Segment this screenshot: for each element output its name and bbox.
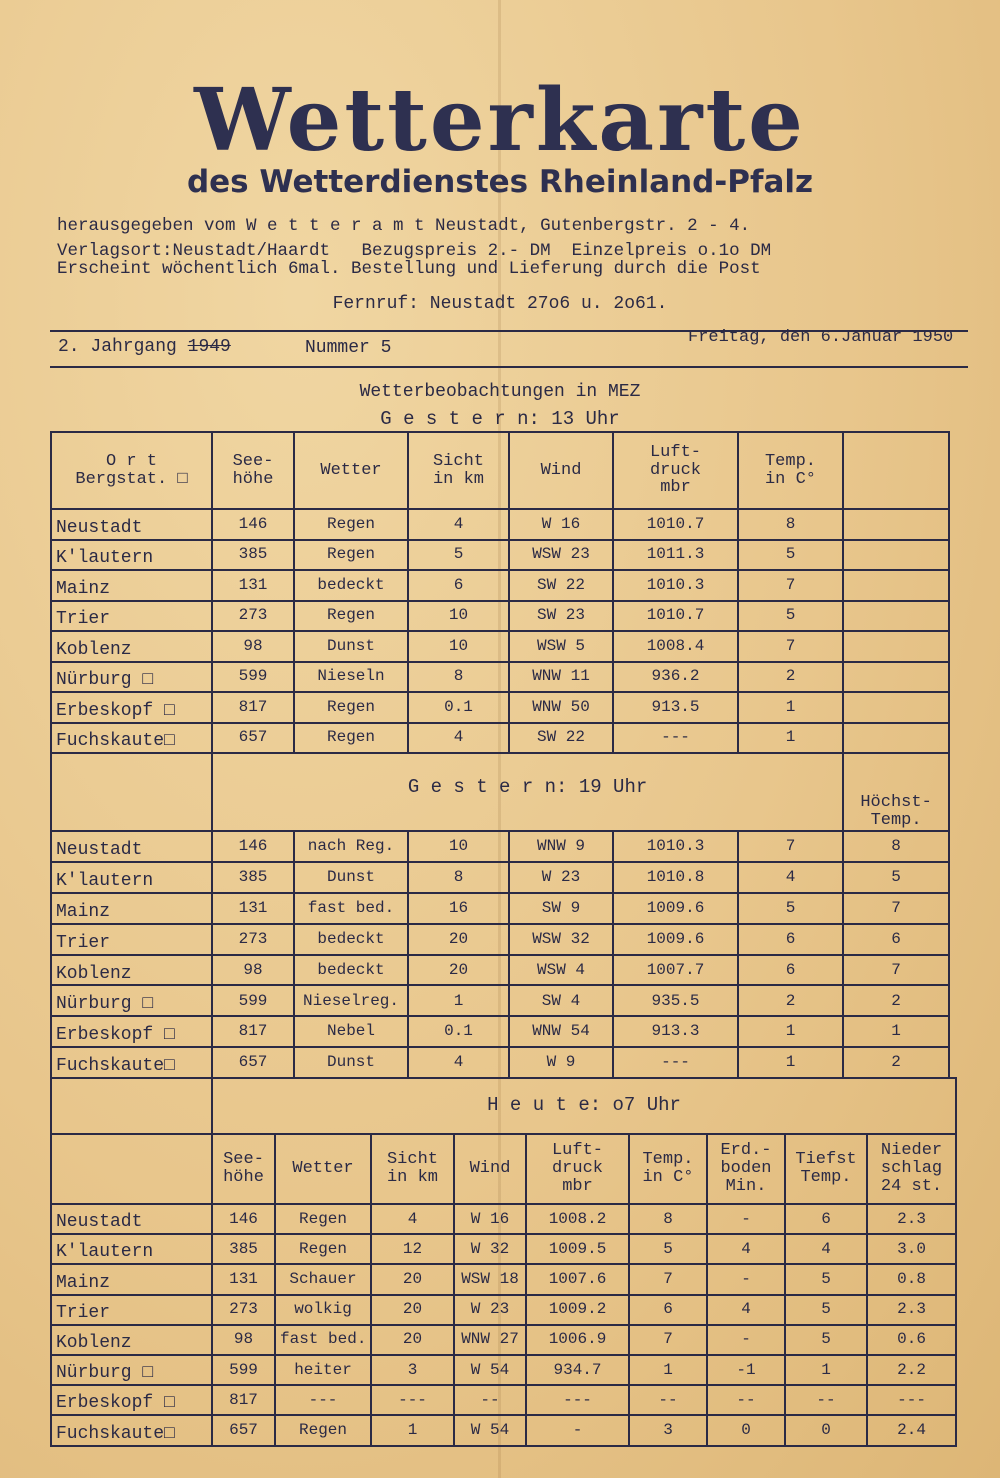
volume-label <box>58 337 231 357</box>
cell-wind: SW 9 <box>509 893 613 924</box>
cell-tiefst: 1 <box>785 1355 867 1385</box>
header-temp: Temp. in C° <box>738 432 843 509</box>
header-row <box>51 753 949 831</box>
cell-tiefst: 5 <box>785 1295 867 1325</box>
cell-wind: SW 22 <box>509 570 613 601</box>
cell-seehoehe: 146 <box>212 1204 275 1234</box>
cell-erdboden: 4 <box>707 1234 785 1264</box>
cell-sicht: 12 <box>371 1234 454 1264</box>
cell-ort: Fuchskaute□ <box>51 1047 212 1078</box>
cell-temp: 7 <box>738 631 843 662</box>
cell-temp: 6 <box>738 955 843 986</box>
cell-ort: Erbeskopf □ <box>51 1385 212 1415</box>
cell-luftdruck: 1008.2 <box>526 1204 629 1234</box>
cell-wind: WSW 18 <box>454 1264 526 1294</box>
cell-ort: Erbeskopf □ <box>51 1016 212 1047</box>
cell-ort: Mainz <box>51 1264 212 1294</box>
table-row <box>51 924 949 955</box>
cell-hoechst <box>843 631 949 662</box>
cell-wind: W 54 <box>454 1415 526 1445</box>
issue-number: Nummer 5 <box>305 338 392 358</box>
cell-ort: Neustadt <box>51 1204 212 1234</box>
cell-hoechst: 7 <box>843 955 949 986</box>
cell-wind: WSW 32 <box>509 924 613 955</box>
cell-sicht: 10 <box>408 831 509 862</box>
cell-wind: WNW 9 <box>509 831 613 862</box>
cell-luftdruck: 1008.4 <box>613 631 738 662</box>
cell-temp: 2 <box>738 662 843 693</box>
table-row <box>51 723 949 754</box>
cell-ort: Koblenz <box>51 955 212 986</box>
cell-wetter: fast bed. <box>275 1325 371 1355</box>
cell-temp: 6 <box>629 1295 707 1325</box>
cell-sicht: 8 <box>408 662 509 693</box>
cell-wind: W 16 <box>454 1204 526 1234</box>
cell-niederschlag: 0.6 <box>867 1325 956 1355</box>
cell-niederschlag: 2.2 <box>867 1355 956 1385</box>
cell-ort: Neustadt <box>51 509 212 540</box>
cell-ort: Koblenz <box>51 631 212 662</box>
cell-luftdruck: 1011.3 <box>613 540 738 571</box>
cell-temp: 5 <box>629 1234 707 1264</box>
cell-tiefst: 0 <box>785 1415 867 1445</box>
cell-wind: WNW 27 <box>454 1325 526 1355</box>
table-row <box>51 1415 956 1445</box>
header-seehoehe: See- höhe <box>212 432 294 509</box>
cell-wetter: bedeckt <box>294 570 408 601</box>
cell-wetter: Nieselreg. <box>294 985 408 1016</box>
cell-ort: Nürburg □ <box>51 1355 212 1385</box>
header-sicht: Sicht in km <box>408 432 509 509</box>
cell-wind: -- <box>454 1385 526 1415</box>
table-row <box>51 955 949 986</box>
cell-wind: WSW 4 <box>509 955 613 986</box>
cell-ort: Koblenz <box>51 1325 212 1355</box>
header-luftdruck: Luft- druck mbr <box>613 432 738 509</box>
cell-hoechst: 6 <box>843 924 949 955</box>
cell-niederschlag: 0.8 <box>867 1264 956 1294</box>
cell-luftdruck: 1006.9 <box>526 1325 629 1355</box>
cell-ort: Mainz <box>51 570 212 601</box>
cell-seehoehe: 599 <box>212 985 294 1016</box>
cell-wind: SW 23 <box>509 601 613 632</box>
cell-luftdruck: 936.2 <box>613 662 738 693</box>
cell-ort: Fuchskaute□ <box>51 723 212 754</box>
cell-erdboden: 4 <box>707 1295 785 1325</box>
cell-ort: Fuchskaute□ <box>51 1415 212 1445</box>
cell-temp: 5 <box>738 893 843 924</box>
cell-hoechst: 5 <box>843 862 949 893</box>
cell-sicht: 16 <box>408 893 509 924</box>
cell-hoechst: 2 <box>843 1047 949 1078</box>
table-row <box>51 1047 949 1078</box>
cell-temp: 1 <box>738 723 843 754</box>
cell-luftdruck: 1010.3 <box>613 831 738 862</box>
cell-wind: WNW 54 <box>509 1016 613 1047</box>
header-wind: Wind <box>509 432 613 509</box>
table-row <box>51 540 949 571</box>
cell-sicht: 0.1 <box>408 1016 509 1047</box>
cell-wetter: Nieseln <box>294 662 408 693</box>
cell-wetter: Nebel <box>294 1016 408 1047</box>
cell-seehoehe: 657 <box>212 1047 294 1078</box>
table-row <box>51 1016 949 1047</box>
delivery-line: Erscheint wöchentlich 6mal. Bestellung und Lieferung durch die Post <box>57 259 761 279</box>
cell-seehoehe: 146 <box>212 831 294 862</box>
header-sicht: Sicht in km <box>371 1134 454 1204</box>
cell-sicht: 20 <box>408 955 509 986</box>
table-row <box>51 862 949 893</box>
cell-seehoehe: 146 <box>212 509 294 540</box>
header-hoechst: Höchst- Temp. <box>843 753 949 831</box>
cell-luftdruck: 913.3 <box>613 1016 738 1047</box>
table-row <box>51 601 949 632</box>
table-row <box>51 1355 956 1385</box>
cell-sicht: 8 <box>408 862 509 893</box>
cell-tiefst: 5 <box>785 1264 867 1294</box>
table-row <box>51 570 949 601</box>
publisher-line: herausgegeben vom W e t t e r a m t Neustadt, Gutenbergstr. 2 - 4. <box>57 216 751 236</box>
cell-temp: 8 <box>629 1204 707 1234</box>
cell-tiefst: 4 <box>785 1234 867 1264</box>
table-row <box>51 1325 956 1355</box>
cell-wind: WNW 11 <box>509 662 613 693</box>
cell-wind: W 54 <box>454 1355 526 1385</box>
cell-luftdruck: --- <box>526 1385 629 1415</box>
cell-hoechst <box>843 723 949 754</box>
cell-seehoehe: 273 <box>212 1295 275 1325</box>
cell-sicht: --- <box>371 1385 454 1415</box>
cell-wind: W 23 <box>454 1295 526 1325</box>
cell-wind: SW 4 <box>509 985 613 1016</box>
table-row <box>51 1204 956 1234</box>
cell-temp: 5 <box>738 540 843 571</box>
cell-sicht: 6 <box>408 570 509 601</box>
cell-temp: 4 <box>738 862 843 893</box>
cell-wind: W 9 <box>509 1047 613 1078</box>
cell-erdboden: - <box>707 1325 785 1355</box>
cell-sicht: 4 <box>371 1204 454 1234</box>
cell-luftdruck: 1007.7 <box>613 955 738 986</box>
cell-luftdruck: 935.5 <box>613 985 738 1016</box>
cell-seehoehe: 98 <box>212 955 294 986</box>
header-temp: Temp. in C° <box>629 1134 707 1204</box>
header-erdboden: Erd.- boden Min. <box>707 1134 785 1204</box>
cell-temp: -- <box>629 1385 707 1415</box>
cell-niederschlag: 2.3 <box>867 1204 956 1234</box>
cell-wetter: wolkig <box>275 1295 371 1325</box>
cell-erdboden: -- <box>707 1385 785 1415</box>
header-empty <box>51 1078 212 1134</box>
issue-date: Freitag, den 6.Januar 1950 <box>688 328 954 347</box>
table-row <box>51 1264 956 1294</box>
table-row <box>51 631 949 662</box>
cell-sicht: 10 <box>408 601 509 632</box>
cell-sicht: 20 <box>408 924 509 955</box>
cell-wetter: bedeckt <box>294 955 408 986</box>
cell-wetter: Regen <box>294 692 408 723</box>
title-row <box>51 1078 956 1134</box>
heute-07-title: H e u t e: o7 Uhr <box>212 1078 956 1134</box>
cell-wetter: bedeckt <box>294 924 408 955</box>
cell-tiefst: 5 <box>785 1325 867 1355</box>
cell-seehoehe: 98 <box>212 631 294 662</box>
table-row <box>51 893 949 924</box>
cell-seehoehe: 385 <box>212 862 294 893</box>
cell-ort: K'lautern <box>51 1234 212 1264</box>
cell-hoechst <box>843 692 949 723</box>
cell-ort: Erbeskopf □ <box>51 692 212 723</box>
cell-sicht: 10 <box>408 631 509 662</box>
cell-wind: WSW 23 <box>509 540 613 571</box>
cell-temp: 1 <box>738 1016 843 1047</box>
cell-hoechst: 2 <box>843 985 949 1016</box>
volume-text: 2. Jahrgang <box>58 337 177 357</box>
cell-luftdruck: 1009.2 <box>526 1295 629 1325</box>
price-line: Verlagsort:Neustadt/Haardt Bezugspreis 2.- DM Einzelpreis o.1o DM <box>57 241 772 261</box>
header-wetter: Wetter <box>275 1134 371 1204</box>
cell-wind: WNW 50 <box>509 692 613 723</box>
cell-wetter: Regen <box>294 509 408 540</box>
cell-hoechst <box>843 601 949 632</box>
cell-seehoehe: 385 <box>212 540 294 571</box>
cell-temp: 5 <box>738 601 843 632</box>
cell-wind: W 32 <box>454 1234 526 1264</box>
cell-luftdruck: 1009.5 <box>526 1234 629 1264</box>
cell-ort: Mainz <box>51 893 212 924</box>
cell-wetter: Regen <box>275 1204 371 1234</box>
gestern-19-title: G e s t e r n: 19 Uhr <box>212 753 843 831</box>
cell-seehoehe: 131 <box>212 1264 275 1294</box>
cell-hoechst <box>843 662 949 693</box>
table-row <box>51 662 949 693</box>
cell-seehoehe: 657 <box>212 1415 275 1445</box>
cell-seehoehe: 273 <box>212 924 294 955</box>
cell-niederschlag: --- <box>867 1385 956 1415</box>
cell-sicht: 4 <box>408 723 509 754</box>
cell-seehoehe: 98 <box>212 1325 275 1355</box>
cell-sicht: 3 <box>371 1355 454 1385</box>
cell-erdboden: - <box>707 1264 785 1294</box>
cell-wetter: heiter <box>275 1355 371 1385</box>
cell-wetter: Dunst <box>294 1047 408 1078</box>
cell-wetter: Regen <box>294 601 408 632</box>
cell-ort: Neustadt <box>51 831 212 862</box>
cell-wetter: nach Reg. <box>294 831 408 862</box>
masthead-title: Wetterkarte <box>194 70 806 171</box>
phone-line: Fernruf: Neustadt 27o6 u. 2o61. <box>332 294 668 314</box>
cell-sicht: 20 <box>371 1295 454 1325</box>
cell-seehoehe: 817 <box>212 1385 275 1415</box>
cell-ort: K'lautern <box>51 862 212 893</box>
cell-hoechst: 8 <box>843 831 949 862</box>
cell-ort: Trier <box>51 924 212 955</box>
table-row <box>51 985 949 1016</box>
cell-luftdruck: 934.7 <box>526 1355 629 1385</box>
cell-luftdruck: 1010.7 <box>613 509 738 540</box>
cell-luftdruck: 1007.6 <box>526 1264 629 1294</box>
header-luftdruck: Luft- druck mbr <box>526 1134 629 1204</box>
cell-luftdruck: - <box>526 1415 629 1445</box>
header-ort <box>51 1134 212 1204</box>
cell-erdboden: -1 <box>707 1355 785 1385</box>
table-row <box>51 509 949 540</box>
cell-temp: 7 <box>629 1264 707 1294</box>
cell-wetter: Regen <box>275 1234 371 1264</box>
cell-ort: K'lautern <box>51 540 212 571</box>
cell-seehoehe: 131 <box>212 570 294 601</box>
cell-tiefst: 6 <box>785 1204 867 1234</box>
header-wind: Wind <box>454 1134 526 1204</box>
header-tiefst: Tiefst Temp. <box>785 1134 867 1204</box>
table-heute-07 <box>50 1077 957 1447</box>
cell-temp: 7 <box>629 1325 707 1355</box>
cell-temp: 7 <box>738 570 843 601</box>
cell-luftdruck: 1009.6 <box>613 924 738 955</box>
cell-hoechst: 7 <box>843 893 949 924</box>
cell-wetter: Dunst <box>294 862 408 893</box>
cell-wetter: Schauer <box>275 1264 371 1294</box>
gestern-13-title: G e s t e r n: 13 Uhr <box>380 408 620 430</box>
cell-seehoehe: 131 <box>212 893 294 924</box>
cell-hoechst <box>843 570 949 601</box>
cell-niederschlag: 2.4 <box>867 1415 956 1445</box>
header-wetter: Wetter <box>294 432 408 509</box>
cell-ort: Trier <box>51 601 212 632</box>
cell-luftdruck: 913.5 <box>613 692 738 723</box>
cell-luftdruck: --- <box>613 723 738 754</box>
cell-seehoehe: 599 <box>212 662 294 693</box>
cell-ort: Nürburg □ <box>51 662 212 693</box>
cell-sicht: 20 <box>371 1264 454 1294</box>
cell-wind: W 16 <box>509 509 613 540</box>
section-title: Wetterbeobachtungen in MEZ <box>359 382 641 402</box>
rule-bottom <box>50 366 968 368</box>
cell-temp: 1 <box>738 692 843 723</box>
table-row <box>51 692 949 723</box>
header-empty <box>51 753 212 831</box>
header-hoechst <box>843 432 949 509</box>
header-niederschlag: Nieder schlag 24 st. <box>867 1134 956 1204</box>
cell-luftdruck: 1010.3 <box>613 570 738 601</box>
cell-erdboden: - <box>707 1204 785 1234</box>
cell-seehoehe: 273 <box>212 601 294 632</box>
cell-seehoehe: 817 <box>212 1016 294 1047</box>
cell-luftdruck: 1009.6 <box>613 893 738 924</box>
header-row <box>51 432 949 509</box>
cell-wind: W 23 <box>509 862 613 893</box>
cell-tiefst: -- <box>785 1385 867 1415</box>
cell-wetter: fast bed. <box>294 893 408 924</box>
header-seehoehe: See- höhe <box>212 1134 275 1204</box>
struck-year: 1949 <box>187 337 231 357</box>
cell-luftdruck: --- <box>613 1047 738 1078</box>
cell-temp: 7 <box>738 831 843 862</box>
cell-temp: 6 <box>738 924 843 955</box>
table-row <box>51 1295 956 1325</box>
cell-niederschlag: 2.3 <box>867 1295 956 1325</box>
table-gestern-19 <box>50 752 950 1079</box>
cell-wetter: Regen <box>294 723 408 754</box>
cell-ort: Nürburg □ <box>51 985 212 1016</box>
cell-luftdruck: 1010.8 <box>613 862 738 893</box>
table-row <box>51 831 949 862</box>
table-row <box>51 1234 956 1264</box>
cell-wetter: Dunst <box>294 631 408 662</box>
cell-sicht: 20 <box>371 1325 454 1355</box>
cell-seehoehe: 817 <box>212 692 294 723</box>
cell-hoechst <box>843 509 949 540</box>
header-ort: O r t Bergstat. □ <box>51 432 212 509</box>
cell-sicht: 4 <box>408 1047 509 1078</box>
table-gestern-13 <box>50 431 950 754</box>
cell-wetter: Regen <box>275 1415 371 1445</box>
cell-wind: SW 22 <box>509 723 613 754</box>
cell-luftdruck: 1010.7 <box>613 601 738 632</box>
cell-seehoehe: 657 <box>212 723 294 754</box>
cell-sicht: 4 <box>408 509 509 540</box>
cell-seehoehe: 599 <box>212 1355 275 1385</box>
cell-temp: 1 <box>738 1047 843 1078</box>
cell-erdboden: 0 <box>707 1415 785 1445</box>
header-row <box>51 1134 956 1204</box>
cell-temp: 1 <box>629 1355 707 1385</box>
cell-temp: 2 <box>738 985 843 1016</box>
cell-temp: 3 <box>629 1415 707 1445</box>
cell-wetter: --- <box>275 1385 371 1415</box>
cell-sicht: 1 <box>371 1415 454 1445</box>
table-row <box>51 1385 956 1415</box>
cell-sicht: 1 <box>408 985 509 1016</box>
cell-niederschlag: 3.0 <box>867 1234 956 1264</box>
cell-hoechst: 1 <box>843 1016 949 1047</box>
masthead-subtitle: des Wetterdienstes Rheinland-Pfalz <box>186 164 814 200</box>
cell-wind: WSW 5 <box>509 631 613 662</box>
cell-temp: 8 <box>738 509 843 540</box>
cell-hoechst <box>843 540 949 571</box>
cell-sicht: 0.1 <box>408 692 509 723</box>
cell-seehoehe: 385 <box>212 1234 275 1264</box>
cell-ort: Trier <box>51 1295 212 1325</box>
cell-wetter: Regen <box>294 540 408 571</box>
cell-sicht: 5 <box>408 540 509 571</box>
